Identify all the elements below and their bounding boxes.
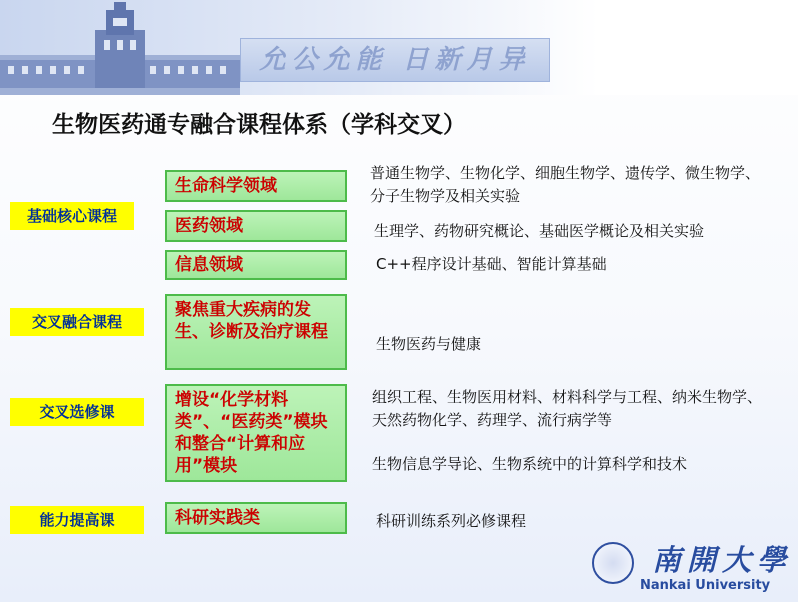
- logo-english-name: Nankai University: [640, 578, 771, 593]
- field-major-disease: 聚焦重大疾病的发生、诊断及治疗课程: [165, 294, 347, 370]
- category-foundation-core: 基础核心课程: [10, 202, 134, 230]
- desc-medicine: 生理学、药物研究概论、基础医学概论及相关实验: [374, 222, 705, 240]
- main-building-icon: [0, 0, 240, 95]
- header-banner: [0, 0, 798, 95]
- desc-information: C++程序设计基础、智能计算基础: [376, 255, 607, 273]
- university-seal-icon: [592, 542, 634, 584]
- category-interdisciplinary-integration: 交叉融合课程: [10, 308, 144, 336]
- field-life-science: 生命科学领域: [165, 170, 347, 202]
- logo-chinese-name: 南開大學: [652, 543, 793, 577]
- field-research-practice: 科研实践类: [165, 502, 347, 534]
- desc-life-science: 普通生物学、生物化学、细胞生物学、遗传学、微生物学、分子生物学及相关实验: [370, 164, 761, 205]
- category-interdisciplinary-elective: 交叉选修课: [10, 398, 144, 426]
- field-elective-modules: 增设“化学材料类”、“医药类”模块和整合“计算和应用”模块: [165, 384, 347, 482]
- desc-elective-materials: 组织工程、生物医用材料、材料科学与工程、纳米生物学、天然药物化学、药理学、流行病学等: [372, 388, 763, 429]
- desc-major-disease: 生物医药与健康: [376, 335, 482, 353]
- desc-research-practice: 科研训练系列必修课程: [376, 512, 527, 530]
- desc-elective-computing: 生物信息学导论、生物系统中的计算科学和技术: [372, 455, 688, 473]
- nankai-logo: [580, 538, 795, 600]
- field-information: 信息领域: [165, 250, 347, 280]
- category-ability-enhancement: 能力提高课: [10, 506, 144, 534]
- school-motto: 允公允能 日新月异: [240, 38, 550, 82]
- page-title: 生物医药通专融合课程体系（学科交叉）: [52, 112, 466, 138]
- field-medicine: 医药领域: [165, 210, 347, 242]
